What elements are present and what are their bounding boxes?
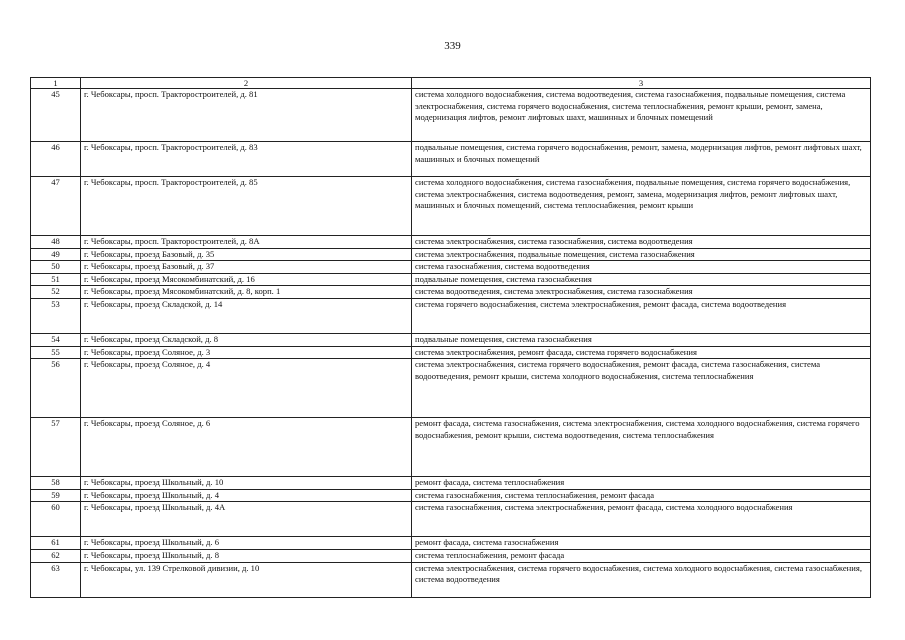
table-row bbox=[31, 537, 871, 550]
table-row bbox=[31, 89, 871, 142]
row-works: ремонт фасада, система газоснабжения bbox=[412, 537, 871, 550]
row-works: система газоснабжения, система электроснабжения, ремонт фасада, система холодного водоснабжения bbox=[412, 502, 871, 537]
table-row bbox=[31, 502, 871, 537]
table-row bbox=[31, 248, 871, 261]
row-number: 47 bbox=[31, 177, 81, 236]
row-works: система холодного водоснабжения, система газоснабжения, подвальные помещения, система горячего водоснабжения, система электроснабжения, система водоотведения, ремонт, замена, модернизация лифтов, ремонт лифтовых шахт, машинных и блочных помещений, система теплоснабжения, ремонт крыши bbox=[412, 177, 871, 236]
row-address: г. Чебоксары, проезд Соляное, д. 6 bbox=[81, 418, 412, 477]
row-address: г. Чебоксары, ул. 139 Стрелковой дивизии, д. 10 bbox=[81, 562, 412, 597]
row-number: 60 bbox=[31, 502, 81, 537]
row-number: 61 bbox=[31, 537, 81, 550]
row-number: 50 bbox=[31, 261, 81, 274]
row-address: г. Чебоксары, проезд Школьный, д. 4 bbox=[81, 489, 412, 502]
row-works: система электроснабжения, система горячего водоснабжения, ремонт фасада, система газоснабжения, система водоотведения, ремонт крыши, система холодного водоснабжения, система теплоснабжения bbox=[412, 359, 871, 418]
row-address: г. Чебоксары, проезд Мясокомбинатский, д. 16 bbox=[81, 273, 412, 286]
row-number: 54 bbox=[31, 333, 81, 346]
table-row bbox=[31, 286, 871, 299]
row-number: 63 bbox=[31, 562, 81, 597]
row-works: подвальные помещения, система горячего водоснабжения, ремонт, замена, модернизация лифтов, ремонт лифтовых шахт, машинных и блочных помещений bbox=[412, 142, 871, 177]
table-row bbox=[31, 261, 871, 274]
row-works: система электроснабжения, подвальные помещения, система газоснабжения bbox=[412, 248, 871, 261]
row-address: г. Чебоксары, проезд Соляное, д. 3 bbox=[81, 346, 412, 359]
row-number: 45 bbox=[31, 89, 81, 142]
row-works: система электроснабжения, система горячего водоснабжения, система холодного водоснабжения, система газоснабжения, система водоотведения bbox=[412, 562, 871, 597]
table-row bbox=[31, 359, 871, 418]
row-works: система холодного водоснабжения, система водоотведения, система газоснабжения, подвальные помещения, система электроснабжения, система горячего водоснабжения, система теплоснабжения, ремонт крыши, ремонт, замена, модернизация лифтов, ремонт лифтовых шахт, машинных и блочных помещений bbox=[412, 89, 871, 142]
row-works: ремонт фасада, система теплоснабжения bbox=[412, 477, 871, 490]
row-works: система водоотведения, система электроснабжения, система газоснабжения bbox=[412, 286, 871, 299]
row-works: система электроснабжения, ремонт фасада, система горячего водоснабжения bbox=[412, 346, 871, 359]
row-works: система теплоснабжения, ремонт фасада bbox=[412, 549, 871, 562]
row-address: г. Чебоксары, проезд Школьный, д. 6 bbox=[81, 537, 412, 550]
row-number: 59 bbox=[31, 489, 81, 502]
row-number: 46 bbox=[31, 142, 81, 177]
row-address: г. Чебоксары, проезд Школьный, д. 4А bbox=[81, 502, 412, 537]
row-address: г. Чебоксары, просп. Тракторостроителей, д. 81 bbox=[81, 89, 412, 142]
row-number: 53 bbox=[31, 298, 81, 333]
row-number: 58 bbox=[31, 477, 81, 490]
row-number: 48 bbox=[31, 236, 81, 249]
row-address: г. Чебоксары, проезд Складской, д. 8 bbox=[81, 333, 412, 346]
table-row bbox=[31, 346, 871, 359]
table-row bbox=[31, 298, 871, 333]
row-number: 56 bbox=[31, 359, 81, 418]
table-header-row bbox=[31, 78, 871, 89]
table-row bbox=[31, 177, 871, 236]
row-address: г. Чебоксары, проезд Школьный, д. 8 bbox=[81, 549, 412, 562]
row-number: 62 bbox=[31, 549, 81, 562]
column-header-address: 2 bbox=[81, 78, 412, 89]
table-row bbox=[31, 549, 871, 562]
column-header-works: 3 bbox=[412, 78, 871, 89]
row-number: 52 bbox=[31, 286, 81, 299]
table-row bbox=[31, 489, 871, 502]
row-works: ремонт фасада, система газоснабжения, система электроснабжения, система холодного водоснабжения, система горячего водоснабжения, ремонт крыши, система водоотведения, система теплоснабжения bbox=[412, 418, 871, 477]
table-row bbox=[31, 333, 871, 346]
row-works: система газоснабжения, система водоотведения bbox=[412, 261, 871, 274]
table-row bbox=[31, 562, 871, 597]
table-row bbox=[31, 273, 871, 286]
row-works: подвальные помещения, система газоснабжения bbox=[412, 273, 871, 286]
row-number: 57 bbox=[31, 418, 81, 477]
table-row bbox=[31, 418, 871, 477]
row-address: г. Чебоксары, проезд Школьный, д. 10 bbox=[81, 477, 412, 490]
row-number: 55 bbox=[31, 346, 81, 359]
row-number: 49 bbox=[31, 248, 81, 261]
row-number: 51 bbox=[31, 273, 81, 286]
row-works: система электроснабжения, система газоснабжения, система водоотведения bbox=[412, 236, 871, 249]
row-address: г. Чебоксары, проезд Базовый, д. 37 bbox=[81, 261, 412, 274]
row-address: г. Чебоксары, просп. Тракторостроителей, д. 83 bbox=[81, 142, 412, 177]
row-address: г. Чебоксары, проезд Складской, д. 14 bbox=[81, 298, 412, 333]
repair-table bbox=[30, 77, 871, 598]
row-works: подвальные помещения, система газоснабжения bbox=[412, 333, 871, 346]
row-works: система горячего водоснабжения, система электроснабжения, ремонт фасада, система водоотведения bbox=[412, 298, 871, 333]
row-address: г. Чебоксары, проезд Соляное, д. 4 bbox=[81, 359, 412, 418]
row-address: г. Чебоксары, проезд Мясокомбинатский, д. 8, корп. 1 bbox=[81, 286, 412, 299]
row-address: г. Чебоксары, просп. Тракторостроителей, д. 85 bbox=[81, 177, 412, 236]
table-row bbox=[31, 477, 871, 490]
row-address: г. Чебоксары, просп. Тракторостроителей, д. 8А bbox=[81, 236, 412, 249]
row-works: система газоснабжения, система теплоснабжения, ремонт фасада bbox=[412, 489, 871, 502]
table-row bbox=[31, 142, 871, 177]
column-header-number: 1 bbox=[31, 78, 81, 89]
row-address: г. Чебоксары, проезд Базовый, д. 35 bbox=[81, 248, 412, 261]
page-number: 339 bbox=[444, 40, 461, 52]
table-row bbox=[31, 236, 871, 249]
